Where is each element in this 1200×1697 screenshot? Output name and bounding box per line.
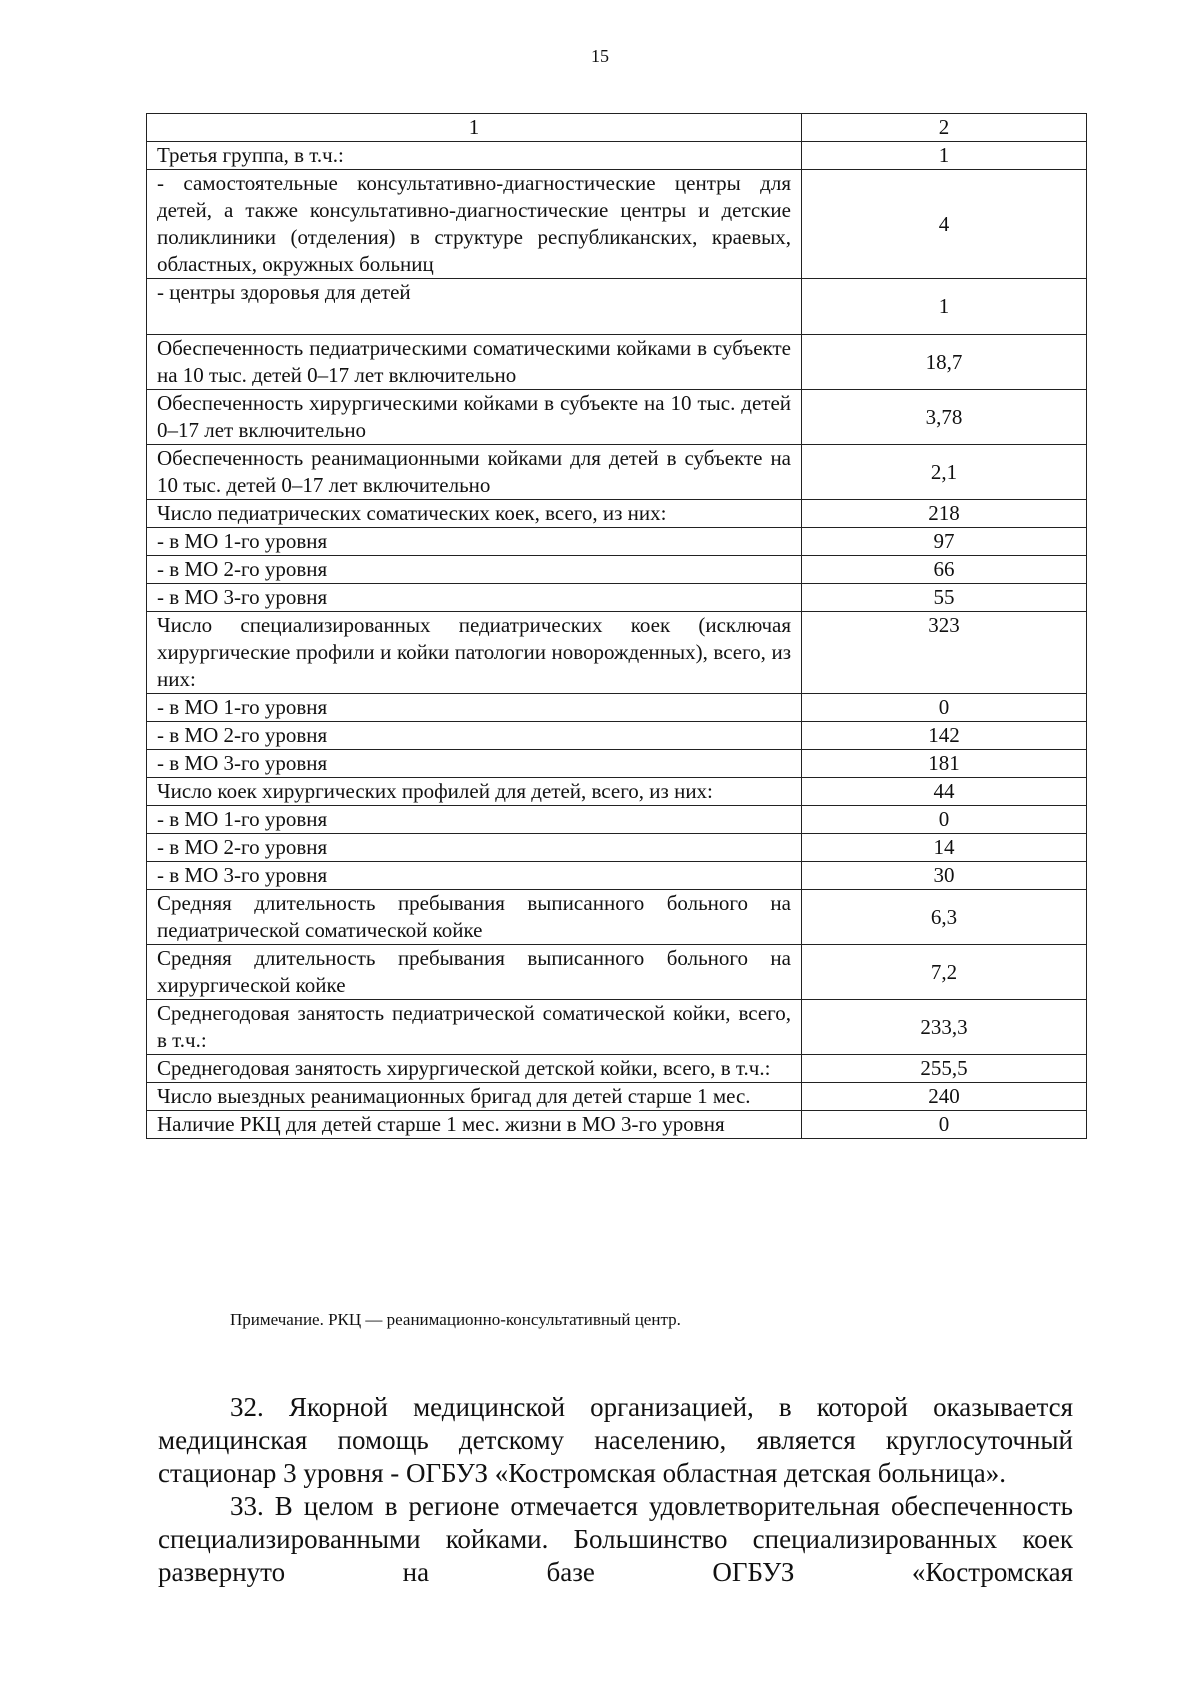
table-row bbox=[147, 1055, 1087, 1083]
row-label: Наличие РКЦ для детей старше 1 мес. жизни в МО 3-го уровня bbox=[147, 1111, 802, 1139]
paragraph-32 bbox=[158, 1391, 1073, 1490]
row-label: Обеспеченность реанимационными койками для детей в субъекте на 10 тыс. детей 0–17 лет включительно bbox=[147, 445, 802, 500]
table-row bbox=[147, 806, 1087, 834]
row-label: Число коек хирургических профилей для детей, всего, из них: bbox=[147, 778, 802, 806]
table-row bbox=[147, 279, 1087, 335]
table-row bbox=[147, 778, 1087, 806]
row-label: - в МО 2-го уровня bbox=[147, 834, 802, 862]
row-label: Число педиатрических соматических коек, всего, из них: bbox=[147, 500, 802, 528]
row-value: 0 bbox=[802, 1111, 1087, 1139]
table-row bbox=[147, 1083, 1087, 1111]
row-value: 7,2 bbox=[802, 945, 1087, 1000]
row-label: Третья группа, в т.ч.: bbox=[147, 142, 802, 170]
table-row bbox=[147, 170, 1087, 279]
page-number: 15 bbox=[591, 46, 609, 66]
row-value: 255,5 bbox=[802, 1055, 1087, 1083]
row-value: 97 bbox=[802, 528, 1087, 556]
table-row bbox=[147, 694, 1087, 722]
row-label: - в МО 3-го уровня bbox=[147, 750, 802, 778]
table-row bbox=[147, 834, 1087, 862]
row-label: - в МО 3-го уровня bbox=[147, 862, 802, 890]
row-label: - в МО 3-го уровня bbox=[147, 584, 802, 612]
table-row bbox=[147, 584, 1087, 612]
row-value: 181 bbox=[802, 750, 1087, 778]
row-label: Обеспеченность хирургическими койками в субъекте на 10 тыс. детей 0–17 лет включительно bbox=[147, 390, 802, 445]
row-value: 4 bbox=[802, 170, 1087, 279]
table-row bbox=[147, 445, 1087, 500]
table-row bbox=[147, 750, 1087, 778]
table-row bbox=[147, 890, 1087, 945]
row-value: 30 bbox=[802, 862, 1087, 890]
row-label: Число специализированных педиатрических коек (исключая хирургические профили и койки патологии новорожденных), всего, из них: bbox=[147, 612, 802, 694]
table-row bbox=[147, 500, 1087, 528]
column-header-1: 1 bbox=[147, 114, 802, 142]
row-value: 6,3 bbox=[802, 890, 1087, 945]
row-value: 18,7 bbox=[802, 335, 1087, 390]
table-row bbox=[147, 612, 1087, 694]
row-value: 14 bbox=[802, 834, 1087, 862]
row-label: Средняя длительность пребывания выписанного больного на педиатрической соматической койке bbox=[147, 890, 802, 945]
row-value: 0 bbox=[802, 806, 1087, 834]
table-row bbox=[147, 1111, 1087, 1139]
column-header-2: 2 bbox=[802, 114, 1087, 142]
row-value: 44 bbox=[802, 778, 1087, 806]
row-value: 0 bbox=[802, 694, 1087, 722]
table-row bbox=[147, 556, 1087, 584]
row-value: 240 bbox=[802, 1083, 1087, 1111]
paragraph-33 bbox=[158, 1490, 1073, 1589]
row-value: 233,3 bbox=[802, 1000, 1087, 1055]
row-value: 142 bbox=[802, 722, 1087, 750]
paragraph-32-text: 32. Якорной медицинской организацией, в которой оказывается медицинская помощь детскому населению, является круглосуточный стационар 3 уровня - ОГБУЗ «Костромская областная детская больница». bbox=[158, 1392, 1073, 1488]
table-note: Примечание. РКЦ — реанимационно-консультативный центр. bbox=[230, 1310, 681, 1329]
row-value: 323 bbox=[802, 612, 1087, 694]
row-label: - в МО 2-го уровня bbox=[147, 556, 802, 584]
row-value: 1 bbox=[802, 279, 1087, 335]
row-label: - центры здоровья для детей bbox=[147, 279, 802, 335]
row-label: - в МО 2-го уровня bbox=[147, 722, 802, 750]
row-value: 66 bbox=[802, 556, 1087, 584]
row-value: 2,1 bbox=[802, 445, 1087, 500]
table-row bbox=[147, 945, 1087, 1000]
table-row bbox=[147, 142, 1087, 170]
row-label: Число выездных реанимационных бригад для детей старше 1 мес. bbox=[147, 1083, 802, 1111]
table-row bbox=[147, 862, 1087, 890]
table-row bbox=[147, 335, 1087, 390]
table-row bbox=[147, 1000, 1087, 1055]
row-label: - в МО 1-го уровня bbox=[147, 806, 802, 834]
row-label: - самостоятельные консультативно-диагностические центры для детей, а также консультативно-диагностические центры и детские поликлиники (отделения) в структуре республиканских, краевых, областных, окружных больниц bbox=[147, 170, 802, 279]
table-row bbox=[147, 722, 1087, 750]
row-label: Среднегодовая занятость педиатрической соматической койки, всего, в т.ч.: bbox=[147, 1000, 802, 1055]
table-header-row bbox=[147, 114, 1087, 142]
row-label: - в МО 1-го уровня bbox=[147, 528, 802, 556]
row-value: 55 bbox=[802, 584, 1087, 612]
row-value: 218 bbox=[802, 500, 1087, 528]
paragraph-33-text: 33. В целом в регионе отмечается удовлетворительная обеспеченность специализированными койками. Большинство специализированных коек развернуто на базе ОГБУЗ «Костромская bbox=[158, 1491, 1073, 1587]
row-value: 3,78 bbox=[802, 390, 1087, 445]
row-value: 1 bbox=[802, 142, 1087, 170]
row-label: Обеспеченность педиатрическими соматическими койками в субъекте на 10 тыс. детей 0–17 лет включительно bbox=[147, 335, 802, 390]
table-row bbox=[147, 390, 1087, 445]
row-label: - в МО 1-го уровня bbox=[147, 694, 802, 722]
table-row bbox=[147, 528, 1087, 556]
row-label: Средняя длительность пребывания выписанного больного на хирургической койке bbox=[147, 945, 802, 1000]
row-label: Среднегодовая занятость хирургической детской койки, всего, в т.ч.: bbox=[147, 1055, 802, 1083]
indicators-table bbox=[146, 113, 1087, 1139]
